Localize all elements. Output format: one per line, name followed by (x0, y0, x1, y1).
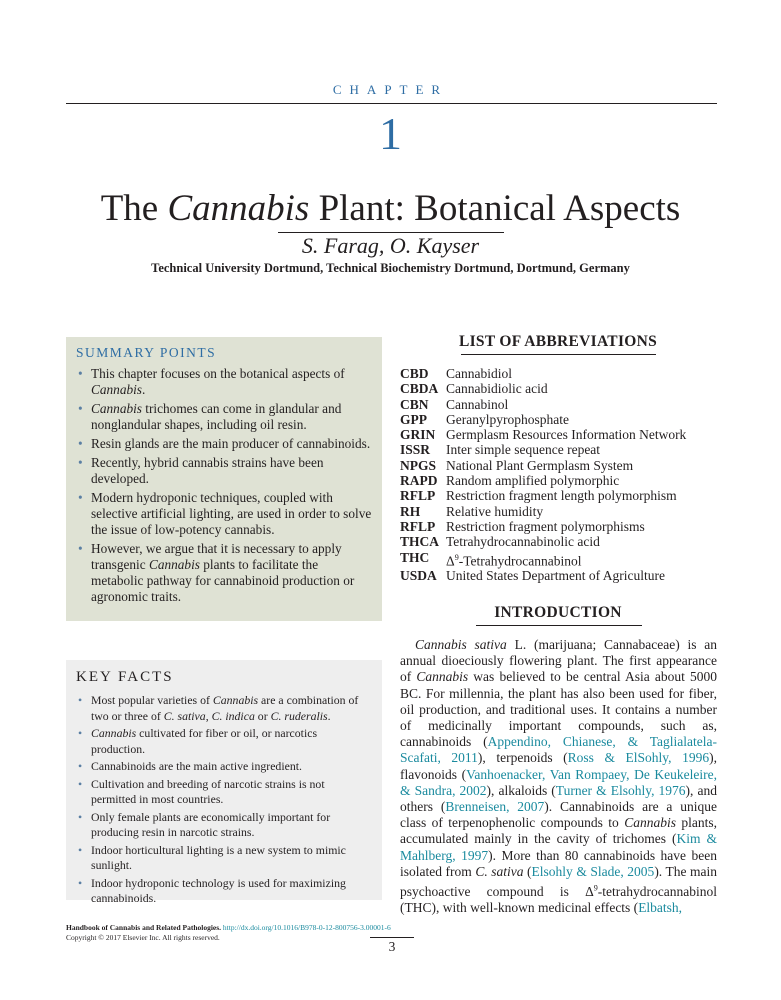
abbreviation-definition: Inter simple sequence repeat (446, 442, 601, 458)
chapter-number: 1 (379, 108, 402, 159)
italic-term: Cannabis (91, 382, 142, 397)
chapter-title (0, 186, 781, 232)
abbreviation-definition: $\Delta^9$-Tetrahydrocannabinol (446, 552, 582, 569)
summary-heading: SUMMARY POINTS (76, 345, 217, 360)
text-run: Cannabinoids are the main active ingredient. (91, 759, 302, 773)
abbreviation-definition: Random amplified polymorphic (446, 473, 620, 489)
abbreviation-row (400, 504, 720, 519)
italic-term: Cannabis (91, 401, 142, 416)
text-run: was believed to be central Asia about 5000 BC. For millennia, the plant has also been used for fiber, oil production, and traditional uses. It contains a number of medicinally important compounds, such as, cannabinoids ( (400, 669, 717, 750)
abbreviation-term: CBDA (400, 381, 439, 397)
bullet-icon: • (78, 842, 83, 857)
bullet-item (76, 726, 372, 757)
abbreviation-row (400, 568, 720, 583)
abbreviation-term: CBN (400, 396, 429, 412)
abbreviation-definition: National Plant Germplasm System (446, 457, 634, 473)
bullet-item (76, 777, 372, 808)
text-run: This chapter focuses on the botanical aspects of (91, 366, 345, 381)
text-run: plants, accumulated mainly in the cavity of trichomes ( (400, 815, 718, 847)
abbreviation-term: RFLP (400, 488, 436, 504)
summary-points-box (66, 337, 382, 621)
italic-term: C. sativa (163, 708, 206, 723)
bullet-item (76, 490, 372, 538)
abbreviation-definition: Cannabidiol (446, 366, 512, 381)
abbreviation-definition: Geranylpyrophosphate (446, 411, 569, 427)
introduction-paragraph (400, 637, 717, 916)
bullet-icon: • (78, 693, 83, 707)
text-run: ). Cannabinoids are a unique class of terpenophenolic compounds to (400, 799, 717, 831)
italic-term: C. sativa (475, 863, 524, 879)
title-pre: The (100, 188, 168, 229)
abbreviation-definition: Restriction fragment polymorphisms (446, 518, 645, 534)
abbreviation-definition: Cannabinol (446, 396, 509, 412)
bullet-item (76, 366, 372, 398)
abbreviation-term: RH (400, 503, 421, 519)
italic-term: Cannabis (148, 557, 200, 572)
text-run: Indoor horticultural lighting is a new system to mimic sunlight. (91, 842, 346, 872)
abbreviation-definition: Germplasm Resources Information Network (446, 427, 687, 443)
italic-term: C. ruderalis (270, 708, 328, 723)
abbreviation-row (400, 427, 720, 442)
italic-term: Cannabis (212, 693, 259, 707)
affiliation: Technical University Dortmund, Technical Biochemistry Dortmund, Dortmund, Germany (151, 261, 630, 275)
summary-list (76, 366, 372, 605)
bullet-icon: • (78, 455, 83, 470)
bullet-icon: • (78, 366, 83, 381)
text-run: ), flavonoids ( (400, 750, 717, 782)
abbreviation-term: CBD (400, 366, 429, 381)
bullet-icon: • (78, 776, 83, 791)
bullet-icon: • (78, 875, 83, 890)
text-run: Modern hydroponic techniques, coupled with selective artificial lighting, are used in order to solve the issue of low-potency cannabis. (91, 490, 372, 537)
superscript-9: 9 (454, 552, 459, 562)
italic-term: Cannabis (416, 669, 469, 685)
abbreviation-term: GPP (400, 411, 427, 427)
abbreviation-row (400, 412, 720, 427)
citation-link[interactable]: Elbatsh, (638, 899, 683, 915)
text-run: Cultivation and breeding of narcotic strains is not permitted in most countries. (91, 776, 325, 806)
italic-term: Cannabis (624, 815, 676, 831)
text-run: Most popular varieties of (91, 693, 213, 707)
abbreviations-heading-rule (461, 354, 656, 355)
bullet-item (76, 876, 372, 907)
text-run: cultivated for fiber or oil, or narcotics production. (91, 726, 318, 756)
title-emphasis: Cannabis (167, 188, 310, 229)
bullet-icon: • (78, 401, 83, 416)
abbreviation-term: ISSR (400, 442, 431, 458)
abbreviation-term: NPGS (400, 457, 437, 473)
footer (66, 923, 391, 943)
footer-copyright: Copyright © 2017 Elsevier Inc. All rights reserved. (66, 933, 220, 942)
bullet-item (76, 810, 372, 841)
text-run: trichomes can come in glandular and nonglandular shapes, including oil resin. (91, 401, 342, 432)
text-run: ), and others ( (400, 782, 717, 815)
introduction-heading-rule (476, 625, 642, 626)
text-run: . (141, 382, 146, 397)
bullet-icon: • (78, 726, 83, 740)
bullet-item (76, 455, 372, 487)
bullet-icon: • (78, 809, 83, 824)
italic-term: C. indica (211, 708, 255, 723)
citation-link[interactable]: Appendino, Chianese, & Taglialatela-Scafati, 2011 (400, 734, 717, 766)
text-run: ( (523, 863, 532, 879)
abbreviation-row (400, 381, 720, 396)
abbreviations-list (400, 366, 720, 584)
abbreviation-term: RFLP (400, 518, 436, 534)
text-run: Recently, hybrid cannabis strains have been developed. (91, 455, 324, 486)
abbreviation-row (400, 550, 720, 569)
abbreviation-definition: Cannabidiolic acid (446, 381, 548, 397)
citation-link[interactable]: Turner & Elsohly, 1976 (555, 782, 686, 798)
text-run: ). More than 80 cannabinoids have been isolated from (400, 847, 717, 879)
abbreviation-term: USDA (400, 568, 437, 584)
bullet-item (76, 541, 372, 605)
italic-term: Cannabis (91, 726, 137, 740)
text-run: plants to facilitate the metabolic pathway for cannabinoid production or agronomic traits. (91, 557, 355, 604)
footer-journal: Handbook of Cannabis and Related Pathologies. (66, 923, 222, 932)
abbreviation-row (400, 366, 720, 381)
italic-term: Cannabis sativa (415, 637, 507, 652)
abbreviation-row (400, 519, 720, 534)
key-facts-box (66, 660, 382, 905)
title-post: Plant: Botanical Aspects (309, 188, 681, 229)
key-facts-heading: KEY FACTS (76, 669, 174, 685)
superscript-9: 9 (593, 883, 598, 893)
abbreviation-term: GRIN (400, 427, 436, 443)
text-run: L. (marijuana; Cannabaceae) is an annual dioeciously flowering plant. The first appearance of (400, 637, 717, 685)
bullet-item (76, 843, 372, 874)
abbreviation-row (400, 488, 720, 503)
footer-citation (66, 923, 391, 933)
text-run: However, we argue that it is necessary to apply transgenic (91, 541, 342, 572)
bullet-item (76, 436, 372, 452)
chapter-divider (66, 103, 717, 104)
bullet-icon: • (78, 490, 83, 505)
abbreviation-row (400, 458, 720, 473)
bullet-icon: • (78, 436, 83, 451)
page-number: 3 (388, 939, 396, 954)
abbreviation-row (400, 473, 720, 488)
citation-link[interactable]: Brenneisen, 2007 (445, 799, 545, 815)
citation-link[interactable]: Kim & Mahlberg, 1997 (400, 831, 717, 863)
text-run: ), terpenoids ( (477, 750, 568, 766)
text-run: . (327, 708, 331, 723)
introduction-heading: INTRODUCTION (494, 604, 622, 621)
abbreviation-row (400, 397, 720, 412)
text-run: ). The main psychoactive compound is $\Delta^9$-tetrahydrocannabinol (THC), with well-known medicinal effects ( (400, 863, 718, 915)
bullet-item (76, 693, 372, 724)
abbreviation-definition: Restriction fragment length polymorphism (446, 488, 677, 504)
abbreviation-row (400, 442, 720, 457)
abbreviation-term: RAPD (400, 473, 438, 489)
introduction-body (400, 637, 717, 916)
page-number-rule (370, 937, 414, 938)
citation-link[interactable]: Elsohly & Slade, 2005 (531, 863, 655, 879)
text-run: are a combination of two or three of (91, 693, 359, 723)
text-run: , (205, 708, 212, 723)
bullet-icon: • (78, 541, 83, 556)
text-run: ), alkaloids ( (486, 782, 556, 798)
citation-link[interactable]: Vanhoenacker, Van Rompaey, De Keukeleire, & Sandra, 2002 (400, 766, 717, 798)
citation-link[interactable]: Ross & ElSohly, 1996 (567, 750, 710, 766)
bullet-item (76, 759, 372, 775)
text-run: or (254, 708, 271, 723)
text-run: Indoor hydroponic technology is used for maximizing cannabinoids. (91, 875, 346, 905)
footer-doi-link[interactable]: http://dx.doi.org/10.1016/B978-0-12-800756-3.00001-6 (222, 923, 391, 932)
abbreviation-row (400, 534, 720, 549)
authors: S. Farag, O. Kayser (301, 233, 480, 258)
abbreviations-heading: LIST OF ABBREVIATIONS (458, 333, 658, 350)
chapter-label: CHAPTER (332, 82, 449, 97)
abbreviation-definition: Relative humidity (446, 503, 544, 519)
abbreviation-definition: Tetrahydrocannabinolic acid (446, 534, 600, 550)
bullet-item (76, 401, 372, 433)
text-run: Only female plants are economically important for producing resin in narcotic strains. (91, 809, 331, 839)
bullet-icon: • (78, 759, 83, 773)
text-run: Resin glands are the main producer of cannabinoids. (91, 436, 371, 451)
abbreviation-definition: United States Department of Agriculture (446, 568, 665, 584)
abbreviation-term: THC (400, 549, 430, 565)
abbreviation-term: THCA (400, 534, 440, 550)
key-facts-list (76, 693, 372, 907)
